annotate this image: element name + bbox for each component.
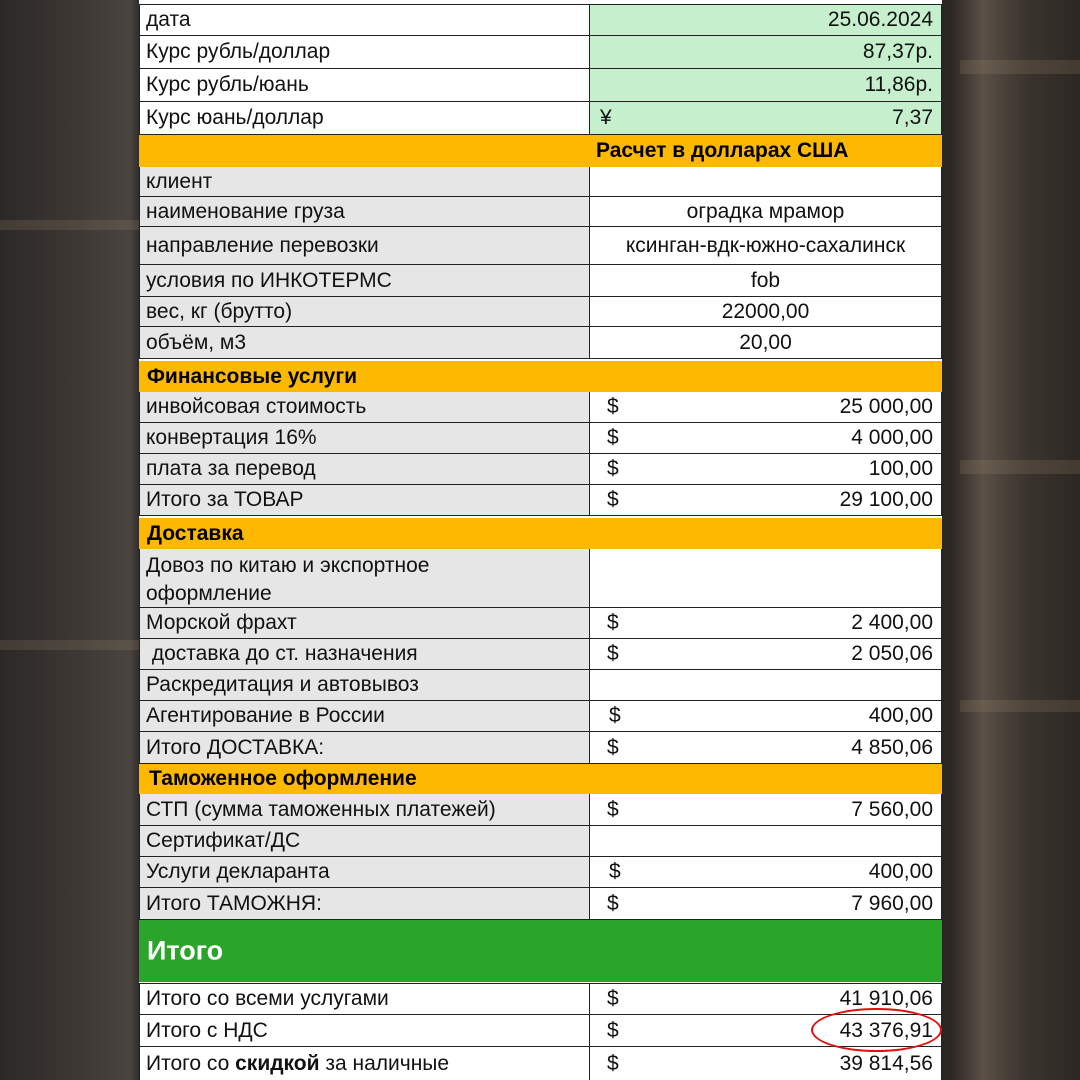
finance-row [139,454,942,485]
cargo-name-label: наименование груза [139,197,590,227]
client-value [590,167,942,197]
date-label: дата [139,4,590,36]
dollar-symbol: $ [607,1018,619,1042]
cny-usd-value: 7,37 [892,106,933,129]
total-cash-row [139,1047,942,1080]
total-vat-label: Итого с НДС [139,1015,590,1047]
finance-row [139,423,942,454]
finance-row-label: инвойсовая стоимость [139,392,590,423]
delivery-row-label: Раскредитация и автовывоз [139,670,590,701]
dollar-symbol: $ [607,611,619,634]
highlight-circle [811,1008,942,1052]
row-incoterms [139,265,942,297]
finance-total-value: 29 100,00 [839,488,933,511]
finance-row-value: 100,00 [868,457,933,480]
china-delivery-value [590,549,942,608]
delivery-row [139,608,942,639]
dollar-symbol: $ [607,457,619,480]
finance-total-label: Итого за ТОВАР [139,485,590,516]
delivery-row-china [139,549,942,608]
finance-section-header [139,361,942,392]
date-value: 25.06.2024 [827,8,933,31]
row-client [139,167,942,197]
total-all-services-label: Итого со всеми услугами [139,983,590,1015]
customs-row-value [590,826,942,857]
customs-header-title: Таможенное оформление [149,767,417,790]
dollar-symbol: $ [607,987,619,1010]
finance-row-value: 4 000,00 [851,426,933,449]
customs-row-label: Услуги декларанта [139,857,590,888]
finance-total-row [139,485,942,516]
delivery-section-header [139,518,942,549]
dollar-symbol: $ [607,797,619,821]
row-rub-cny [139,69,942,102]
customs-section-header [139,764,942,794]
incoterms-label: условия по ИНКОТЕРМС [139,265,590,297]
delivery-total-row [139,732,942,764]
delivery-row [139,701,942,732]
total-all-services-row [139,983,942,1015]
dollar-symbol: $ [607,395,619,418]
delivery-row-label: доставка до ст. назначения [139,639,590,670]
rub-usd-label: Курс рубль/доллар [139,36,590,69]
row-rub-usd [139,36,942,69]
china-delivery-label-line2: оформление [146,582,272,605]
total-cash-label [139,1047,590,1080]
row-cny-usd [139,102,942,135]
row-cargo-name [139,197,942,227]
customs-row [139,857,942,888]
finance-row-label: конвертация 16% [139,423,590,454]
row-date [139,4,942,36]
dollar-symbol: $ [609,704,621,727]
route-label: направление перевозки [139,227,590,265]
customs-row-label: СТП (сумма таможенных платежей) [139,794,590,826]
volume-value: 20,00 [739,330,792,354]
finance-row [139,392,942,423]
delivery-row [139,639,942,670]
customs-total-label: Итого ТАМОЖНЯ: [139,888,590,920]
yuan-symbol: ¥ [600,106,612,129]
delivery-row-label: Морской фрахт [139,608,590,639]
delivery-row-value [590,670,942,701]
dollar-symbol: $ [609,860,621,883]
total-all-services-value: 41 910,06 [839,987,933,1010]
customs-total-row [139,888,942,920]
volume-label: объём, м3 [139,327,590,359]
cost-calculation-sheet [139,0,942,1080]
delivery-row-value: 2 400,00 [851,611,933,634]
dollar-symbol: $ [607,891,619,915]
cargo-name-value: оградка мрамор [686,199,845,223]
finance-row-label: плата за перевод [139,454,590,485]
delivery-row-value: 2 050,06 [851,642,933,665]
total-section-header [139,920,942,982]
dollar-symbol: $ [607,1051,619,1075]
row-volume [139,327,942,359]
rub-cny-label: Курс рубль/юань [139,69,590,102]
row-weight [139,297,942,327]
dollar-symbol: $ [607,735,619,759]
cash-label-suffix: за наличные [319,1051,450,1075]
delivery-total-label: Итого ДОСТАВКА: [139,732,590,764]
dollar-symbol: $ [607,488,619,511]
customs-row-label: Сертификат/ДС [139,826,590,857]
dollar-symbol: $ [607,642,619,665]
usd-section-header [139,135,942,167]
dollar-symbol: $ [607,426,619,449]
route-value: ксинган-вдк-южно-сахалинск [625,233,906,257]
delivery-header-title: Доставка [147,521,244,545]
row-route [139,227,942,265]
cash-label-bold: скидкой [235,1051,320,1075]
weight-label: вес, кг (брутто) [139,297,590,327]
total-cash-value: 39 814,56 [839,1051,933,1075]
delivery-row-label: Агентирование в России [139,701,590,732]
cash-label-prefix: Итого со [146,1051,236,1075]
client-label: клиент [139,167,590,197]
delivery-row-value: 400,00 [868,704,933,727]
usd-header-title: Расчет в долларах США [596,139,849,162]
delivery-total-value: 4 850,06 [851,735,933,759]
finance-header-title: Финансовые услуги [147,364,357,388]
rub-cny-value: 11,86р. [864,73,933,96]
customs-row-value: 7 560,00 [851,797,933,821]
customs-total-value: 7 960,00 [851,891,933,915]
total-header-title: Итого [147,935,224,966]
delivery-row [139,670,942,701]
incoterms-value: fob [750,268,781,292]
customs-row-value: 400,00 [868,860,933,883]
customs-row [139,794,942,826]
total-vat-value: 43 376,91 [839,1018,933,1042]
cny-usd-label: Курс юань/доллар [139,102,590,135]
china-delivery-label-line1: Довоз по китаю и экспортное [146,554,430,577]
weight-value: 22000,00 [721,299,810,323]
finance-row-value: 25 000,00 [839,395,933,418]
customs-row [139,826,942,857]
rub-usd-value: 87,37р. [862,40,933,63]
